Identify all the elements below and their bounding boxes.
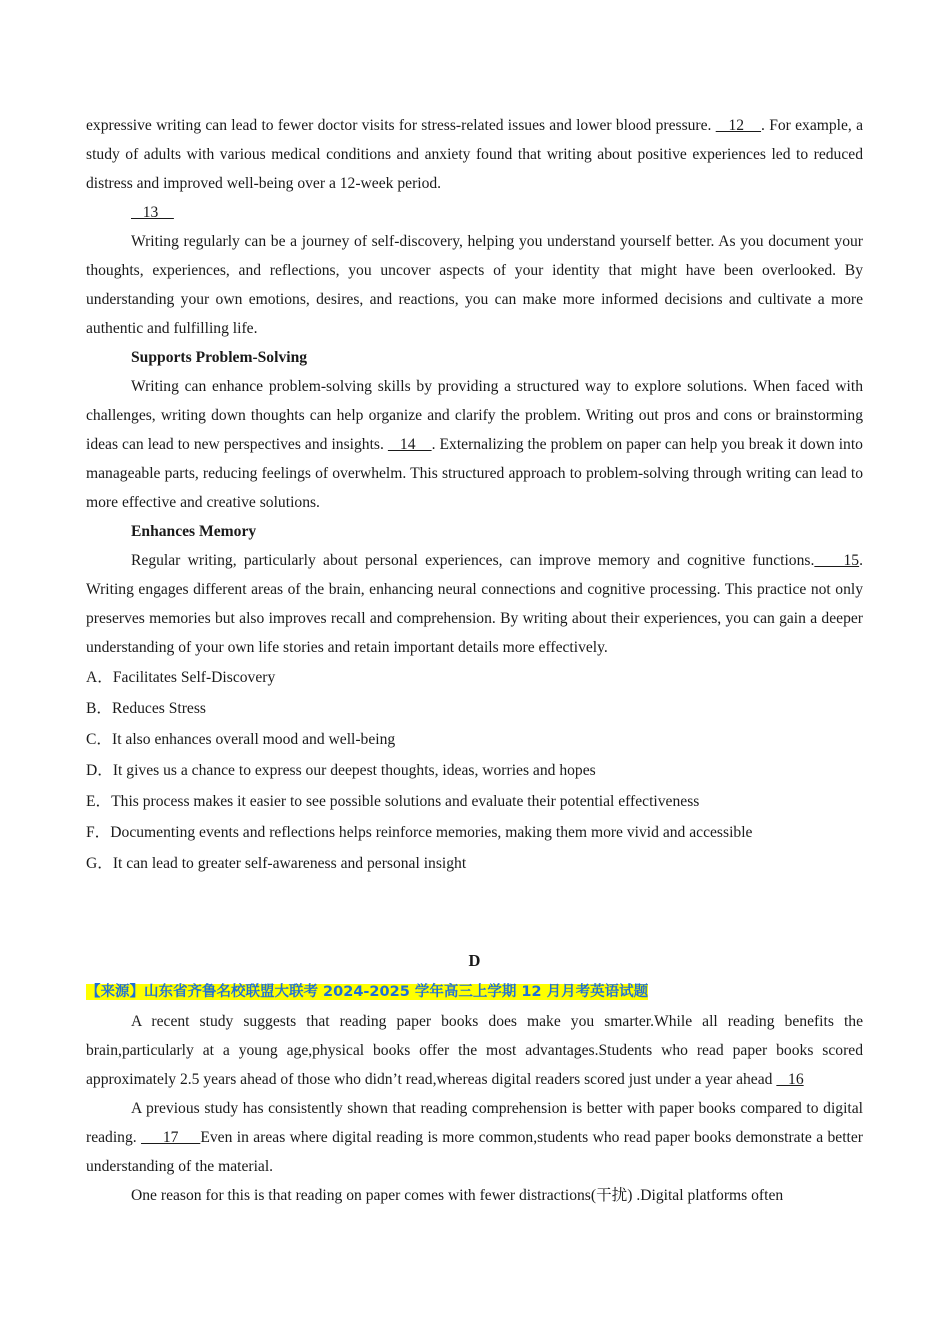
option-g — [86, 848, 863, 879]
blank-14: 14 — [387, 436, 432, 453]
option-letter: F． — [86, 824, 111, 841]
heading-enhances-memory: Enhances Memory — [131, 523, 257, 540]
paragraph-text: . For example, a study of adults with various medical conditions and anxiety found that writing about positive experiences led to reduced distress and improved well-being over a 12-week period. — [86, 117, 863, 192]
paragraph-text: Writing can enhance problem-solving skills by providing a structured way to explore solutions. When faced with challenges, writing down thoughts can help organize and clarify the problem. Writing out pros and cons or brainstorming ideas can lead to new perspectives and insights. — [86, 378, 863, 453]
option-b — [86, 693, 863, 724]
section-d-title: D — [468, 951, 481, 970]
option-letter: D． — [86, 762, 113, 779]
blank-16: 16 — [776, 1071, 804, 1088]
passage-c-paragraph-1 — [86, 111, 863, 198]
source-highlight: 【来源】山东省齐鲁名校联盟大联考 2024-2025 学年高三上学期 12 月月考英语试题 — [86, 984, 649, 1000]
passage-c-paragraph-4 — [86, 546, 863, 662]
passage-c-paragraph-2: Writing regularly can be a journey of self-discovery, helping you understand yourself better. As you document your thoughts, experiences, and reflections, you uncover aspects of your identity that might have been overlooked. By understanding your own emotions, desires, and reactions, you can make more informed decisions and cultivate a more authentic and fulfilling life. — [86, 233, 863, 337]
option-text: It gives us a chance to express our deepest thoughts, ideas, worries and hopes — [112, 762, 596, 779]
option-e — [86, 786, 863, 817]
paragraph-text: Even in areas where digital reading is more common,students who read paper books demonstrate a better understanding of the material. — [86, 1129, 863, 1175]
option-text: Documenting events and reflections helps reinforce memories, making them more vivid and accessible — [110, 824, 753, 841]
paragraph-text: . Externalizing the problem on paper can help you break it down into manageable parts, reducing feelings of overwhelm. This structured approach to problem-solving through writing can lead to more effective and creative solutions. — [86, 436, 863, 511]
blank-17: 17 — [141, 1129, 201, 1146]
option-letter: A． — [86, 669, 113, 686]
option-text: Facilitates Self-Discovery — [112, 669, 276, 686]
option-c — [86, 724, 863, 755]
option-text: It also enhances overall mood and well-being — [112, 731, 396, 748]
passage-c-paragraph-3 — [86, 372, 863, 517]
passage-c-blank-13-line — [86, 198, 863, 227]
passage-d-paragraph-3: One reason for this is that reading on paper comes with fewer distractions(干扰) .Digital platforms often — [131, 1187, 784, 1204]
paragraph-text: A recent study suggests that reading paper books does make you smarter.While all reading benefits the brain,particularly at a young age,physical books offer the most advantages.Students who read paper books scored approximately 2.5 years ahead of those who didn’t read,whereas digital readers scored just under a year ahead — [86, 1013, 863, 1088]
option-text: This process makes it easier to see possible solutions and evaluate their potential effectiveness — [111, 793, 700, 810]
heading-supports-problem-solving: Supports Problem-Solving — [131, 349, 308, 366]
option-a — [86, 662, 863, 693]
option-letter: G． — [86, 855, 113, 872]
blank-12: 12 — [715, 117, 762, 134]
option-letter: E． — [86, 793, 112, 810]
source-line — [86, 977, 863, 1007]
blank-15: 15 — [814, 552, 860, 569]
option-text: Reduces Stress — [112, 700, 206, 717]
option-letter: B． — [86, 700, 112, 717]
passage-d-paragraph-2 — [86, 1094, 863, 1181]
option-f — [86, 817, 863, 848]
passage-d-paragraph-1 — [86, 1007, 863, 1094]
option-letter: C． — [86, 731, 112, 748]
section-spacer — [86, 879, 863, 945]
page-content — [86, 111, 863, 1210]
options-list — [86, 662, 863, 879]
paragraph-text: Regular writing, particularly about personal experiences, can improve memory and cognitive functions. — [131, 552, 815, 569]
paragraph-text: expressive writing can lead to fewer doctor visits for stress-related issues and lower blood pressure. — [86, 117, 716, 134]
paragraph-text: . Writing engages different areas of the brain, enhancing neural connections and cognitive processing. This practice not only preserves memories but also improves recall and comprehension. By writing about their experiences, you can gain a deeper understanding of your own life stories and retain important details more effectively. — [86, 552, 863, 656]
option-d — [86, 755, 863, 786]
paragraph-text: A previous study has consistently shown that reading comprehension is better with paper books compared to digital reading. — [86, 1100, 863, 1146]
blank-13: 13 — [131, 204, 174, 221]
option-text: It can lead to greater self-awareness and personal insight — [112, 855, 467, 872]
